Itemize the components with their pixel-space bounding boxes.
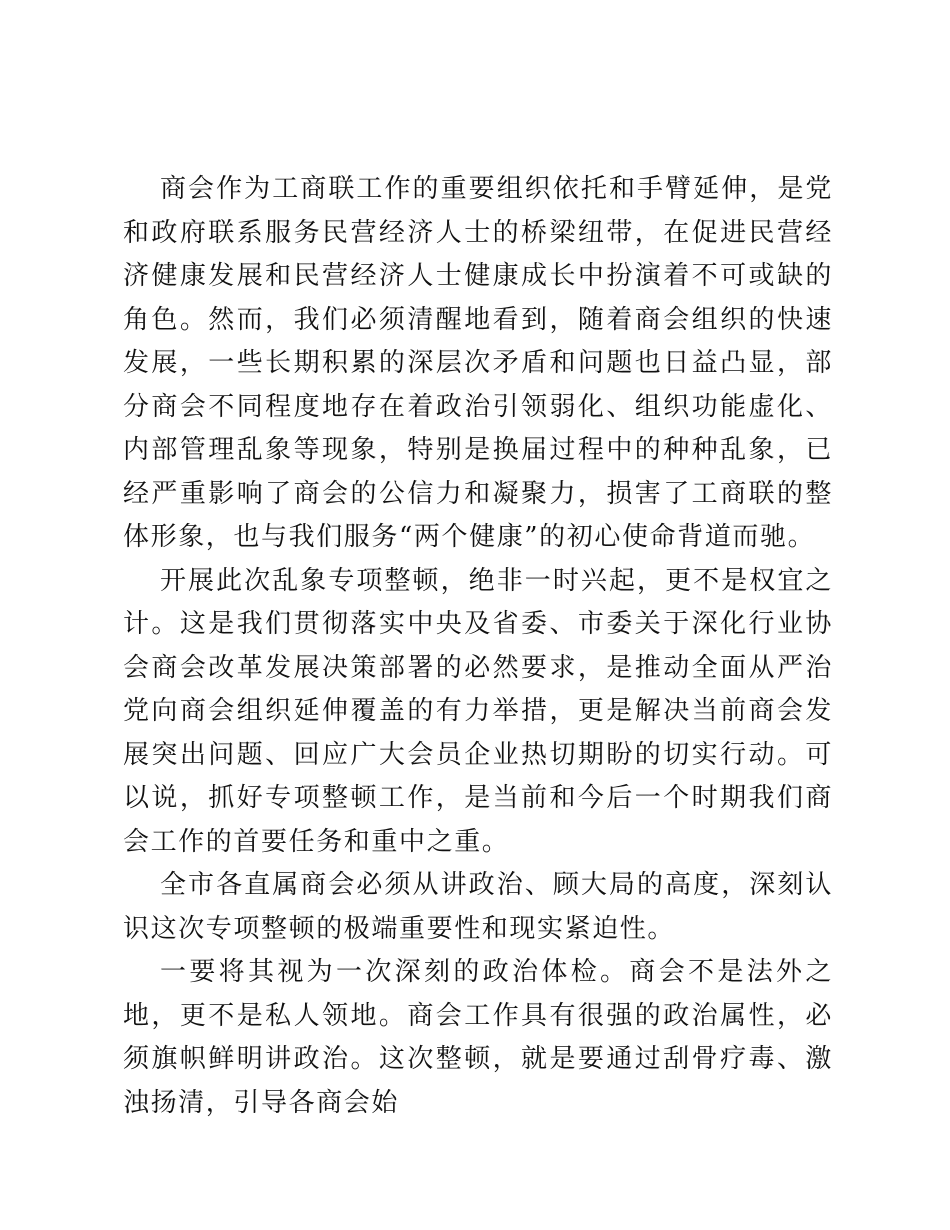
paragraph-4: 一要将其视为一次深刻的政治体检。商会不是法外之地，更不是私人领地。商会工作具有很强的政治属性，必须旗帜鲜明讲政治。这次整顿，就是要通过刮骨疗毒、激浊扬清，引导各商会始 (123, 957, 833, 1118)
document-body (123, 168, 833, 1125)
paragraph-3: 全市各直属商会必须从讲政治、顾大局的高度，深刻认识这次专项整顿的极端重要性和现实紧迫性。 (123, 870, 833, 944)
paragraph-1: 商会作为工商联工作的重要组织依托和手臂延伸，是党和政府联系服务民营经济人士的桥梁纽带，在促进民营经济健康发展和民营经济人士健康成长中扮演着不可或缺的角色。然而，我们必须清醒地看到，随着商会组织的快速发展，一些长期积累的深层次矛盾和问题也日益凸显，部分商会不同程度地存在着政治引领弱化、组织功能虚化、内部管理乱象等现象，特别是换届过程中的种种乱象，已经严重影响了商会的公信力和凝聚力，损害了工商联的整体形象，也与我们服务“两个健康”的初心使命背道而驰。 (123, 174, 833, 552)
paragraph-2: 开展此次乱象专项整顿，绝非一时兴起，更不是权宜之计。这是我们贯彻落实中央及省委、市委关于深化行业协会商会改革发展决策部署的必然要求，是推动全面从严治党向商会组织延伸覆盖的有力举措，更是解决当前商会发展突出问题、回应广大会员企业热切期盼的切实行动。可以说，抓好专项整顿工作，是当前和今后一个时期我们商会工作的首要任务和重中之重。 (123, 565, 833, 857)
